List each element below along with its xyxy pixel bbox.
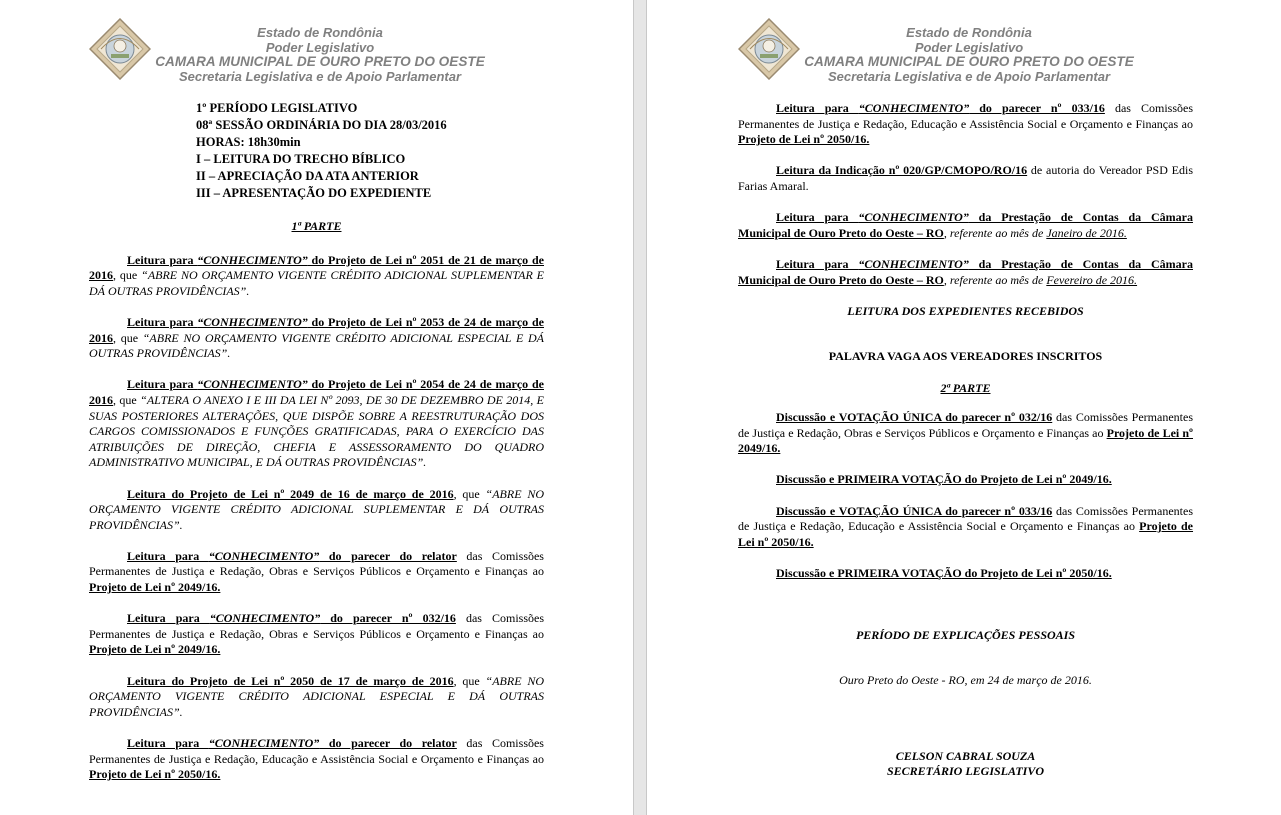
letterhead-chamber: CAMARA MUNICIPAL DE OURO PRETO DO OESTE bbox=[155, 54, 485, 69]
item-pl-2053: Leitura para “CONHECIMENTO” do Projeto de Lei nº 2053 de 24 de março de 2016, que “ABRE NO ORÇAMENTO VIGENTE CRÉDITO ADICIONAL ESPECIAL E DÁ OUTRAS PROVIDÊNCIAS”. bbox=[89, 314, 544, 361]
item-prestacao-fevereiro: Leitura para “CONHECIMENTO” da Prestação de Contas da Câmara Municipal de Ouro Preto do Oeste – RO, referente ao mês de Fevereiro de 2016. bbox=[738, 256, 1193, 287]
right-body bbox=[738, 101, 1193, 780]
letterhead-secretariat: Secretaria Legislativa e de Apoio Parlamentar bbox=[827, 68, 1111, 84]
letterhead bbox=[155, 26, 485, 84]
document-page-right bbox=[648, 0, 1281, 815]
letterhead-power: Poder Legislativo bbox=[914, 39, 1024, 55]
item-primeira-votacao-2049: Discussão e PRIMEIRA VOTAÇÃO do Projeto de Lei nº 2049/16. bbox=[776, 472, 1112, 487]
item-indicacao-020: Leitura da Indicação nº 020/GP/CMOPO/RO/16 de autoria do Vereador PSD Edis Farias Amaral. bbox=[738, 163, 1193, 193]
agenda-item-2: II – APRECIAÇÃO DA ATA ANTERIOR bbox=[196, 169, 419, 183]
item-parecer-relator-2049: Leitura para “CONHECIMENTO” do parecer do relator das Comissões Permanentes de Justiça e Redação, Obras e Serviços Públicos e Orçamento e Finanças ao Projeto de Lei nº 2049/16. bbox=[89, 548, 544, 595]
letterhead-chamber: CAMARA MUNICIPAL DE OURO PRETO DO OESTE bbox=[804, 54, 1134, 69]
item-pl-2054: Leitura para “CONHECIMENTO” do Projeto de Lei nº 2054 de 24 de março de 2016, que “ALTERA O ANEXO I E III DA LEI Nº 2093, DE 30 DE DEZEMBRO DE 2014, E SUAS POSTERIORES ALTERAÇÕES, QUE DISPÕE SOBRE A REESTRUTURAÇÃO DOS CARGOS COMISSIONADOS E FUNÇÕES GRATIFICADAS, PARA O EXERCÍCIO DAS ATRIBUIÇÕES DE DIREÇÃO, CHEFIA E ASSESSORAMENTO DO QUADRO ADMINISTRATIVO MUNICIPAL, E DÁ OUTRAS PROVIDÊNCIAS”. bbox=[89, 377, 545, 470]
item-pl-2050: Leitura do Projeto de Lei nº 2050 de 17 de março de 2016, que “ABRE NO ORÇAMENTO VIGENTE CRÉDITO ADICIONAL ESPECIAL E DÁ OUTRAS PROVIDÊNCIAS”. bbox=[89, 673, 544, 719]
letterhead-power: Poder Legislativo bbox=[265, 39, 375, 55]
signatory-role: SECRETÁRIO LEGISLATIVO bbox=[886, 764, 1045, 779]
item-votacao-033: Discussão e VOTAÇÃO ÚNICA do parecer nº 033/16 das Comissões Permanentes de Justiça e Redação, Educação e Assistência Social e Orçamento e Finanças ao Projeto de Lei nº 2050/16. bbox=[738, 503, 1194, 549]
letterhead-state: Estado de Rondônia bbox=[257, 25, 383, 40]
signature-block bbox=[738, 749, 1193, 780]
palavra-vaga-heading: PALAVRA VAGA AOS VEREADORES INSCRITOS bbox=[828, 349, 1103, 364]
item-parecer-032: Leitura para “CONHECIMENTO” do parecer nº 032/16 das Comissões Permanentes de Justiça e Redação, Obras e Serviços Públicos e Orçamento e Finanças ao Projeto de Lei nº 2049/16. bbox=[89, 611, 544, 657]
page-gap-divider bbox=[633, 0, 647, 815]
letterhead-state: Estado de Rondônia bbox=[906, 25, 1032, 40]
agenda-period: 1º PERÍODO LEGISLATIVO bbox=[196, 101, 358, 115]
document-page-left bbox=[0, 0, 633, 815]
item-prestacao-janeiro: Leitura para “CONHECIMENTO” da Prestação de Contas da Câmara Municipal de Ouro Preto do Oeste – RO, referente ao mês de Janeiro de 2016. bbox=[738, 210, 1193, 240]
explicacoes-heading: PERÍODO DE EXPLICAÇÕES PESSOAIS bbox=[855, 627, 1076, 642]
expedientes-heading: LEITURA DOS EXPEDIENTES RECEBIDOS bbox=[847, 303, 1084, 318]
municipal-seal-icon bbox=[89, 18, 151, 80]
place-date: Ouro Preto do Oeste - RO, em 24 de março de 2016. bbox=[839, 673, 1092, 688]
letterhead-secretariat: Secretaria Legislativa e de Apoio Parlamentar bbox=[178, 68, 462, 84]
part-1-heading: 1ª PARTE bbox=[291, 219, 342, 233]
letterhead bbox=[804, 26, 1134, 84]
agenda-item-1: I – LEITURA DO TRECHO BÍBLICO bbox=[196, 152, 406, 166]
agenda-hours: HORAS: 18h30min bbox=[196, 135, 301, 149]
item-parecer-033: Leitura para “CONHECIMENTO” do parecer nº 033/16 das Comissões Permanentes de Justiça e Redação, Educação e Assistência Social e Orçamento e Finanças ao Projeto de Lei nº 2050/16. bbox=[738, 101, 1193, 147]
session-agenda bbox=[196, 100, 556, 202]
item-pl-2051: Leitura para “CONHECIMENTO” do Projeto de Lei nº 2051 de 21 de março de 2016, que “ABRE NO ORÇAMENTO VIGENTE CRÉDITO ADICIONAL SUPLEMENTAR E DÁ OUTRAS PROVIDÊNCIAS”. bbox=[89, 252, 545, 298]
municipal-seal-icon bbox=[738, 18, 800, 80]
item-pl-2049: Leitura do Projeto de Lei nº 2049 de 16 de março de 2016, que “ABRE NO ORÇAMENTO VIGENTE CRÉDITO ADICIONAL SUPLEMENTAR E DÁ OUTRAS PROVIDÊNCIAS”. bbox=[89, 486, 544, 532]
left-body bbox=[89, 219, 544, 798]
agenda-session: 08ª SESSÃO ORDINÁRIA DO DIA 28/03/2016 bbox=[196, 118, 447, 132]
signatory-name: CELSON CABRAL SOUZA bbox=[895, 748, 1036, 763]
part-2-heading: 2ª PARTE bbox=[940, 380, 991, 395]
agenda-item-3: III – APRESENTAÇÃO DO EXPEDIENTE bbox=[196, 186, 432, 200]
item-primeira-votacao-2050: Discussão e PRIMEIRA VOTAÇÃO do Projeto de Lei nº 2050/16. bbox=[776, 566, 1112, 581]
item-votacao-032: Discussão e VOTAÇÃO ÚNICA do parecer nº 032/16 das Comissões Permanentes de Justiça e Redação, Obras e Serviços Públicos e Orçamento e Finanças ao Projeto de Lei nº 2049/16. bbox=[738, 410, 1193, 456]
item-parecer-relator-2050: Leitura para “CONHECIMENTO” do parecer do relator das Comissões Permanentes de Justiça e Redação, Educação e Assistência Social e Orçamento e Finanças ao Projeto de Lei nº 2050/16. bbox=[89, 736, 544, 782]
